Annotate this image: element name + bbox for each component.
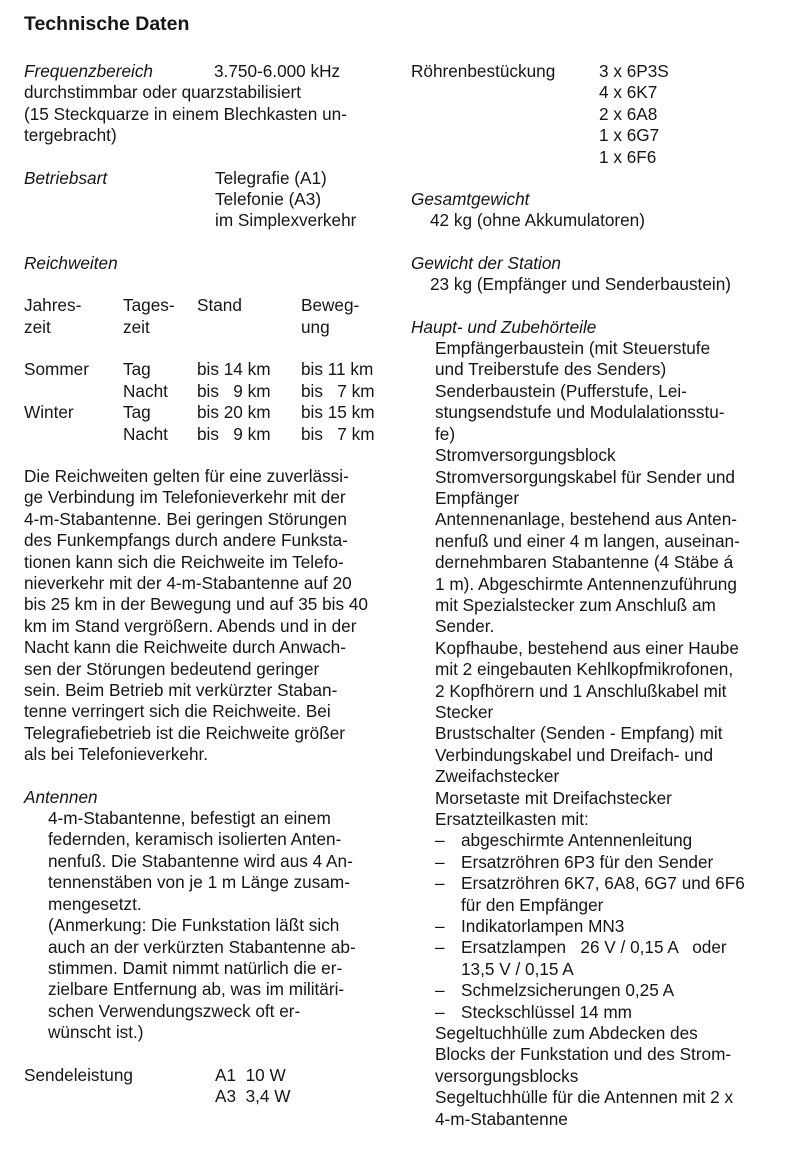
reach-cell: bis 20 km: [197, 402, 271, 423]
total-weight-heading: Gesamtgewicht: [411, 189, 530, 210]
total-weight-value: 42 kg (ohne Akkumulatoren): [430, 210, 645, 231]
power-values: [215, 1065, 290, 1108]
frequency-row: [24, 61, 384, 82]
text-line: Segeltuchhülle zum Abdecken des: [435, 1023, 698, 1044]
frequency-note-line-1: (15 Steckquarze in einem Blechkasten un-: [24, 103, 347, 124]
list-item: [435, 980, 771, 1001]
list-item: [435, 916, 771, 937]
station-weight-heading: Gewicht der Station: [411, 252, 561, 273]
text-line: Verbindungskabel und Dreifach- und: [435, 744, 714, 765]
text-line: Sender.: [435, 616, 495, 637]
list-item: [435, 1002, 771, 1023]
station-weight-value: 23 kg (Empfänger und Senderbaustein): [430, 274, 731, 295]
tube-item: 1 x 6F6: [599, 146, 657, 167]
text-line: zielbare Entfernung ab, was im militäri-: [48, 979, 345, 1000]
text-line: mit Spezialstecker zum Anschluß am: [435, 594, 716, 615]
power-block: [24, 1065, 384, 1108]
tube-item: 1 x 6G7: [599, 125, 660, 146]
text-line: (Anmerkung: Die Funkstation läßt sich: [48, 915, 340, 936]
dash-marker: –: [435, 851, 445, 872]
reach-cell: Tag: [123, 359, 151, 380]
text-line: Die Reichweiten gelten für eine zuverlässi-: [24, 465, 349, 486]
text-line: mengesetzt.: [48, 893, 142, 914]
text-line: 4-m-Stabantenne, befestigt an einem: [48, 808, 331, 829]
frequency-value: 3.750-6.000 kHz: [214, 61, 341, 81]
reach-col-daytime: zeit: [123, 316, 150, 337]
right-column: [411, 61, 771, 1130]
antenna-heading: Antennen: [24, 786, 98, 807]
table-row: [24, 359, 384, 380]
list-item-text: Ersatzlampen 26 V / 0,15 A oder: [461, 937, 727, 958]
reach-cell: bis 9 km: [197, 380, 271, 401]
text-line: Antennenanlage, bestehend aus Anten-: [435, 509, 737, 530]
reach-col-season: zeit: [24, 316, 51, 337]
text-line: 4-m-Stabantenne. Bei geringen Störungen: [24, 508, 347, 529]
power-value: A3 3,4 W: [215, 1085, 291, 1106]
reach-col-moving: Beweg-: [301, 295, 360, 316]
list-item-text: Ersatzröhren 6P3 für den Sender: [461, 851, 714, 872]
tubes-block: [411, 61, 771, 168]
text-line: wünscht ist.): [48, 1022, 144, 1043]
parts-list: [411, 338, 771, 1130]
text-line: sein. Beim Betrieb mit verkürzter Staban-: [24, 680, 338, 701]
list-item: [435, 937, 771, 980]
text-line: Segeltuchhülle für die Antennen mit 2 x: [435, 1087, 734, 1108]
power-value: A1 10 W: [215, 1064, 286, 1085]
text-line: tionen kann sich die Reichweite im Telefo-: [24, 551, 344, 572]
reach-cell: bis 14 km: [197, 359, 271, 380]
text-line: Stromversorgungskabel für Sender und: [435, 466, 735, 487]
text-line: nenfuß und einer 4 m langen, auseinan-: [435, 530, 740, 551]
text-line: mit 2 eingebauten Kehlkopfmikrofonen,: [435, 659, 734, 680]
text-line: Kopfhaube, bestehend aus einer Haube: [435, 637, 739, 658]
text-line: Morsetaste mit Dreifachstecker: [435, 787, 672, 808]
reach-cell: bis 7 km: [301, 423, 375, 444]
text-line: 1 m). Abgeschirmte Antennenzuführung: [435, 573, 737, 594]
reach-cell: Sommer: [24, 359, 89, 380]
frequency-label: Frequenzbereich: [24, 61, 153, 81]
text-line: stungsendstufe und Modulalationsstu-: [435, 402, 725, 423]
reach-heading: Reichweiten: [24, 252, 118, 273]
tubes-label: Röhrenbestückung: [411, 61, 556, 81]
table-row: [24, 381, 384, 402]
text-line: dernehmbaren Stabantenne (4 Stäbe á: [435, 552, 734, 573]
list-item: [435, 873, 771, 916]
list-item-text: Ersatzröhren 6K7, 6A8, 6G7 und 6F6: [461, 873, 745, 894]
text-line: Blocks der Funkstation und des Strom-: [435, 1044, 732, 1065]
list-item-text: Steckschlüssel 14 mm: [461, 1001, 632, 1022]
table-row: [24, 402, 384, 423]
text-line: tennenstäben von je 1 m Länge zusam-: [48, 872, 350, 893]
reach-cell: Nacht: [123, 423, 168, 444]
text-line: 2 Kopfhörern und 1 Anschlußkabel mit: [435, 680, 727, 701]
list-item-text: für den Empfänger: [461, 894, 604, 915]
reach-col-moving: ung: [301, 316, 330, 337]
reach-col-daytime: Tages-: [123, 295, 175, 316]
tube-item: 3 x 6P3S: [599, 61, 669, 81]
list-item: [435, 830, 771, 851]
reach-cell: Nacht: [123, 380, 168, 401]
page-title: Technische Daten: [24, 13, 190, 35]
reach-cell: bis 7 km: [301, 380, 375, 401]
reach-cell: bis 9 km: [197, 423, 271, 444]
reach-col-stand: Stand: [197, 295, 242, 316]
mode-item: Telefonie (A3): [215, 189, 322, 210]
mode-item: im Simplexverkehr: [215, 210, 357, 231]
text-line: 4-m-Stabantenne: [435, 1108, 568, 1129]
text-line: bis 25 km in der Bewegung und auf 35 bis 40: [24, 594, 368, 615]
dash-marker: –: [435, 873, 445, 894]
reach-col-season: Jahres-: [24, 295, 82, 316]
left-column: [24, 61, 384, 1107]
reach-header-row: [24, 295, 384, 316]
reach-cell: bis 15 km: [301, 402, 375, 423]
text-line: Empfänger: [435, 487, 520, 508]
list-item-text: 13,5 V / 0,15 A: [461, 958, 574, 979]
text-line: schen Verwendungszweck oft er-: [48, 1000, 301, 1021]
text-line: tenne verringert sich die Reichweite. Bei: [24, 701, 331, 722]
text-line: Brustschalter (Senden - Empfang) mit: [435, 723, 723, 744]
reach-header-row: [24, 317, 384, 338]
reach-paragraph: [24, 466, 384, 766]
text-line: Stecker: [435, 701, 494, 722]
list-item-text: abgeschirmte Antennenleitung: [461, 830, 693, 851]
tube-item: 4 x 6K7: [599, 82, 658, 103]
list-item: [435, 852, 771, 873]
frequency-note-line-2: tergebracht): [24, 125, 117, 146]
text-line: federnden, keramisch isolierten Anten-: [48, 829, 342, 850]
table-row: [24, 424, 384, 445]
text-line: versorgungsblocks: [435, 1065, 579, 1086]
tubes-list: [599, 61, 669, 168]
text-line: Senderbaustein (Pufferstufe, Lei-: [435, 380, 687, 401]
tube-item: 2 x 6A8: [599, 103, 658, 124]
mode-item: Telegrafie (A1): [215, 167, 327, 188]
mode-label: Betriebsart: [24, 167, 108, 188]
text-line: nieverkehr mit der 4-m-Stabantenne auf 20: [24, 573, 352, 594]
dash-marker: –: [435, 980, 445, 1001]
reach-cell: bis 11 km: [301, 359, 374, 380]
dash-marker: –: [435, 830, 445, 851]
text-line: Stromversorgungsblock: [435, 445, 616, 466]
text-line: des Funkempfangs durch andere Funksta-: [24, 530, 348, 551]
text-line: und Treiberstufe des Senders): [435, 359, 667, 380]
dash-marker: –: [435, 916, 445, 937]
power-label: Sendeleistung: [24, 1064, 133, 1085]
mode-list: [215, 168, 356, 232]
text-line: Empfängerbaustein (mit Steuerstufe: [435, 338, 711, 359]
list-item-text: Indikatorlampen MN3: [461, 916, 625, 937]
reach-cell: Winter: [24, 402, 74, 423]
spare-parts-list: [435, 830, 771, 1023]
text-line: sen der Störungen bedeutend geringer: [24, 658, 320, 679]
text-line: Nacht kann die Reichweite durch Anwach-: [24, 637, 346, 658]
frequency-description: durchstimmbar oder quarzstabilisiert: [24, 82, 302, 103]
list-item-text: Schmelzsicherungen 0,25 A: [461, 980, 675, 1001]
parts-heading: Haupt- und Zubehörteile: [411, 316, 597, 337]
text-line: stimmen. Damit nimmt natürlich die er-: [48, 957, 343, 978]
text-line: als bei Telefonieverkehr.: [24, 744, 209, 765]
dash-marker: –: [435, 937, 445, 958]
text-line: km im Stand vergrößern. Abends und in der: [24, 615, 357, 636]
text-line: Ersatzteilkasten mit:: [435, 809, 589, 829]
text-line: fe): [435, 423, 456, 444]
text-line: Zweifachstecker: [435, 766, 560, 787]
antenna-paragraph: [24, 808, 384, 1043]
text-line: ge Verbindung im Telefonieverkehr mit der: [24, 487, 346, 508]
dash-marker: –: [435, 1001, 445, 1022]
reach-table: [24, 295, 384, 445]
text-line: auch an der verkürzten Stabantenne ab-: [48, 936, 356, 957]
text-line: nenfuß. Die Stabantenne wird aus 4 An-: [48, 850, 353, 871]
mode-block: [24, 168, 384, 232]
text-line: Telegrafiebetrieb ist die Reichweite größer: [24, 722, 345, 743]
reach-cell: Tag: [123, 402, 151, 423]
